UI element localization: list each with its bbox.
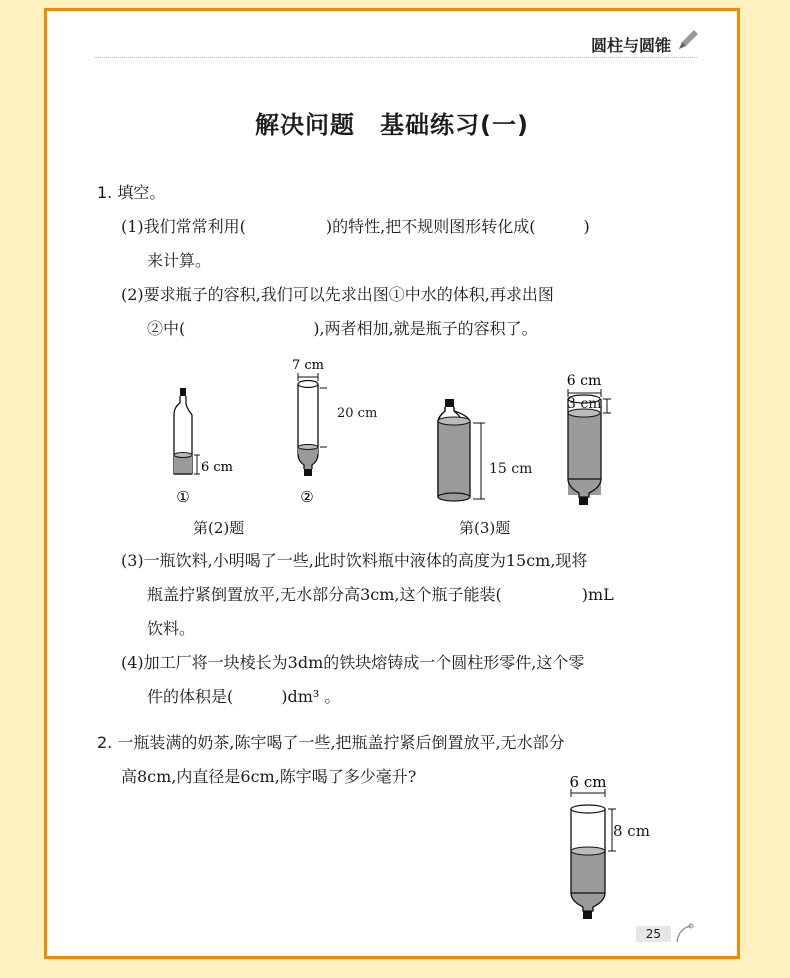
q2-line2: 高8cm,内直径是6cm,陈宇喝了多少毫升? <box>121 767 417 786</box>
q2-line1 <box>97 733 565 753</box>
figure-q2-caption: 第(2)题 <box>193 519 245 537</box>
figure-q2 <box>157 351 327 511</box>
q2-number: 2. <box>97 733 113 752</box>
pencil-icon <box>675 27 701 53</box>
q2-diameter-label: 6 cm <box>569 773 607 791</box>
header-divider <box>95 57 697 58</box>
bottle-2-label: ② <box>300 488 314 506</box>
bottle-1 <box>174 388 200 474</box>
q2-height-label: 8 cm <box>613 822 650 840</box>
page-title: 解决问题 基础练习(一) <box>255 111 529 139</box>
q1-part1-line2: 来计算。 <box>147 251 212 270</box>
swirl-icon <box>673 922 695 944</box>
q1-part3-line2: 瓶盖拧紧倒置放平,无水部分高3cm,这个瓶子能装( )mL <box>147 585 614 604</box>
q1-part2-line2: ②中( ),两者相加,就是瓶子的容积了。 <box>147 319 538 338</box>
q1-part3-line1: (3)一瓶饮料,小明喝了一些,此时饮料瓶中液体的高度为15cm,现将 <box>121 551 588 570</box>
bottle-1-water-label: 6 cm <box>201 460 234 475</box>
inverted-diameter-label: 6 cm <box>566 373 602 389</box>
bottle-2-height-label: 20 cm <box>337 406 378 421</box>
page-number: 25 <box>636 926 671 942</box>
figure-q2-bottle <box>557 771 677 921</box>
q1-number: 1. <box>97 183 113 202</box>
q1-part4-line2: 件的体积是( )dm³ 。 <box>147 687 341 706</box>
q1-heading <box>97 183 165 203</box>
bottle-2 <box>298 373 327 476</box>
q1-part2-line1: (2)要求瓶子的容积,我们可以先求出图①中水的体积,再求出图 <box>121 285 554 304</box>
q1-part3-line3: 饮料。 <box>147 619 196 638</box>
workbook-page <box>44 8 740 959</box>
q1-part4-line1: (4)加工厂将一块棱长为3dm的铁块熔铸成一个圆柱形零件,这个零 <box>121 653 585 672</box>
figure-q3 <box>427 361 627 511</box>
upright-height-label: 15 cm <box>489 461 533 477</box>
figure-q3-caption: 第(3)题 <box>459 519 511 537</box>
q2-line1-text: 一瓶装满的奶茶,陈宇喝了一些,把瓶盖拧紧后倒置放平,无水部分 <box>117 733 565 752</box>
bottle-2-diameter-label: 7 cm <box>291 358 325 373</box>
q1-part1-line1: (1)我们常常利用( )的特性,把不规则图形转化成( ) <box>121 217 590 236</box>
chapter-title: 圆柱与圆锥 <box>590 36 671 55</box>
bottle-1-label: ① <box>176 488 190 506</box>
inverted-gap-label: 3 cm <box>567 396 602 412</box>
q1-heading-text: 填空。 <box>117 183 166 202</box>
bottle-upright <box>438 399 485 501</box>
